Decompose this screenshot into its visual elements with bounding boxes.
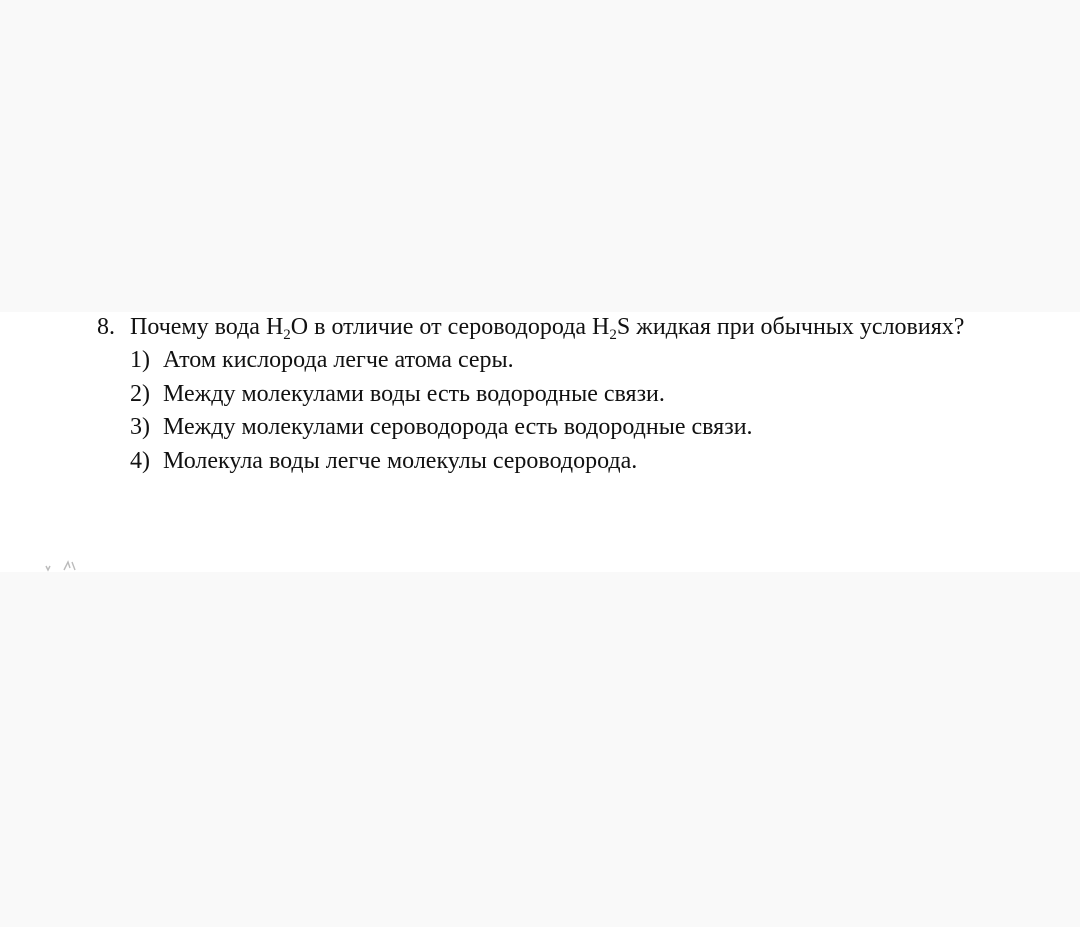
answer-option[interactable] [130, 445, 997, 479]
option-number: 1) [130, 347, 150, 373]
subscript-2: 2 [283, 327, 291, 343]
option-text: Атом кислорода легче атома серы. [163, 347, 514, 373]
option-number: 4) [130, 447, 150, 474]
cropped-text-fragment [44, 556, 78, 572]
question-stem [97, 311, 997, 344]
subscript-2: 2 [609, 327, 617, 343]
question-block [97, 311, 997, 478]
answer-option[interactable] [130, 411, 997, 445]
answer-option[interactable] [130, 378, 997, 412]
option-text: Молекула воды легче молекулы сероводорода. [163, 447, 638, 474]
question-text-part2: O в отличие от сероводорода H [290, 314, 610, 340]
question-number: 8. [97, 314, 115, 340]
option-number: 2) [130, 380, 150, 407]
option-text: Между молекулами воды есть водородные связи. [163, 380, 665, 407]
option-number: 3) [130, 414, 150, 440]
question-text-part3: S жидкая при обычных условиях? [616, 314, 965, 340]
question-text-part1: Почему вода H [130, 314, 284, 340]
option-text: Между молекулами сероводорода есть водородные связи. [163, 414, 753, 440]
question-text [130, 311, 997, 344]
answer-option[interactable] [130, 344, 997, 378]
answer-options [130, 344, 997, 478]
